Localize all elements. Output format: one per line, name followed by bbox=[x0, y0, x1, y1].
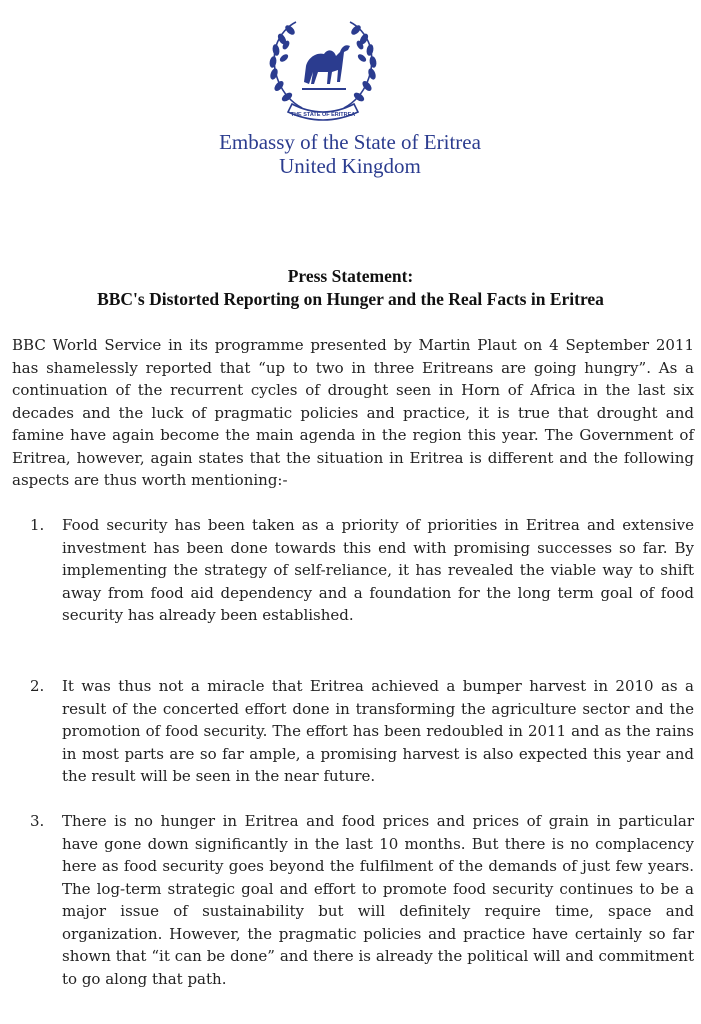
point-2 bbox=[30, 675, 694, 788]
list-number: 2. bbox=[30, 677, 45, 695]
list-item bbox=[30, 675, 694, 788]
embassy-header bbox=[120, 130, 580, 178]
statement-titles bbox=[10, 265, 691, 311]
list-number: 3. bbox=[30, 812, 45, 830]
list-text: There is no hunger in Eritrea and food prices and prices of grain in particular have gone down significantly in the last 10 months. But there is no complacency here as food security goes beyond the fulfilment of the demands of just few years. The log-term strategic goal and effort to promote food security continues to be a major issue of sustainability but will definitely require time, space and organization. However, the pragmatic policies and practice have certainly so far shown that “it can be done” and there is already the political will and commitment to go along that path. bbox=[62, 812, 694, 988]
list-item bbox=[30, 514, 694, 627]
embassy-location: United Kingdom bbox=[279, 154, 421, 178]
list-number: 1. bbox=[30, 516, 45, 534]
list-text: It was thus not a miracle that Eritrea achieved a bumper harvest in 2010 as a result of the concerted effort done in transforming the agriculture sector and the promotion of food security. The effort has been redoubled in 2011 and as the rains in most parts are so far ample, a promising harvest is also expected this year and the result will be seen in the near future. bbox=[62, 677, 694, 785]
emblem-graphic bbox=[262, 12, 384, 124]
eritrea-emblem bbox=[262, 12, 384, 124]
list-item bbox=[30, 810, 694, 990]
embassy-name: Embassy of the State of Eritrea bbox=[219, 130, 481, 154]
intro-paragraph: BBC World Service in its programme presented by Martin Plaut on 4 September 2011 has shamelessly reported that “up to two in three Eritreans are going hungry”. As a continuation of the recurrent cycles of drought seen in Horn of Africa in the last six decades and the luck of pragmatic policies and practice, it is true that drought and famine have again become the main agenda in the region this year. The Government of Eritrea, however, again states that the situation in Eritrea is different and the following aspects are thus worth mentioning:- bbox=[12, 336, 694, 489]
point-3 bbox=[30, 810, 694, 990]
emblem-text: THE STATE OF ERITREA bbox=[290, 112, 356, 118]
document-subtitle: BBC's Distorted Reporting on Hunger and the Real Facts in Eritrea bbox=[97, 289, 604, 309]
document-title: Press Statement: bbox=[287, 266, 414, 286]
list-text: Food security has been taken as a priority of priorities in Eritrea and extensive investment has been done towards this end with promising successes so far. By implementing the strategy of self-reliance, it has revealed the viable way to shift away from food aid dependency and a foundation for the long term goal of food security has already been established. bbox=[62, 516, 694, 624]
point-1 bbox=[30, 514, 694, 627]
